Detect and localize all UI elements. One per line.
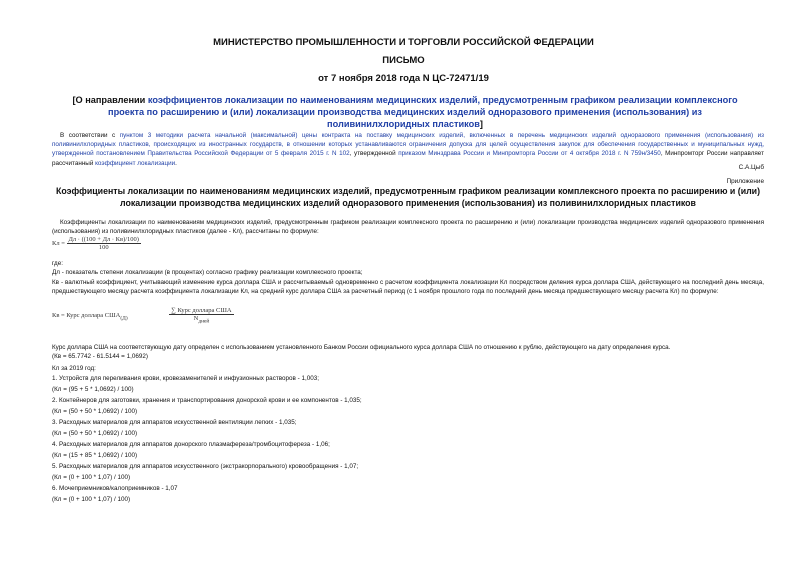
list-item-1-calc: (Кл = (95 + 5 * 1,0692) / 100) bbox=[52, 386, 134, 393]
formula-kl-lhs: Кл = bbox=[52, 239, 65, 247]
letter-date: от 7 ноября 2018 года N ЦС-72471/19 bbox=[318, 73, 489, 84]
formula-kl-fraction bbox=[67, 236, 141, 251]
methodology-link[interactable]: пунктом 3 методики расчета начальной (максимальной) цены контракта на поставку медицинских изделий, включенных в перечень медицинских изделий одноразового применения (использования) из поливинилхлоридных пластиков, происходящих из иностранных государств, в отношении которых устанавливаются ограничения допуска для целей осуществления закупок для обеспечения государственных и муниципальных нужд, утвержденной постановлением Правительства Российской Федерации от 5 февраля 2015 г. N 102 bbox=[52, 132, 764, 158]
subject-link[interactable]: коэффициентов локализации по наименованиям медицинских изделий, предусмотренным графиком реализации комплексного проекта по расширению и (или) локализации производства медицинских изделий одноразового применения (использования) из поливинилхлоридных пластиков bbox=[108, 95, 738, 129]
list-item-1: 1. Устройств для переливания крови, кровезаменителей и инфузионных растворов - 1,003; bbox=[52, 375, 319, 382]
formula-kl bbox=[52, 236, 141, 251]
kl-2019-heading: Кл за 2019 год: bbox=[52, 365, 96, 372]
intro-text-1: В соответствии с bbox=[60, 132, 120, 139]
order-link[interactable]: приказом Минздрава России и Минпромторга России от 4 октября 2018 г. N 759н/3450 bbox=[398, 150, 661, 158]
formula-kv-denominator bbox=[169, 315, 233, 324]
definition-dl: Дл - показатель степени локализации (в процентах) согласно графику реализации комплексного проекта; bbox=[52, 269, 363, 276]
ministry-heading: МИНИСТЕРСТВО ПРОМЫШЛЕННОСТИ И ТОРГОВЛИ РОССИЙСКОЙ ФЕДЕРАЦИИ bbox=[213, 37, 594, 48]
formula-kl-numerator: Дл · ((100 + Дл · Кв)/100) bbox=[68, 236, 139, 243]
letter-type: ПИСЬМО bbox=[382, 55, 425, 66]
formula-intro-paragraph: Коэффициенты локализации по наименованиям медицинских изделий, предусмотренным графиком реализации комплексного проекта по расширению и (или) локализации производства медицинских изделий одноразового применения (использования) из поливинилхлоридных пластиков (далее - Кл), рассчитаны по формуле: bbox=[52, 219, 764, 236]
formula-kl-denominator: 100 bbox=[98, 244, 109, 251]
list-item-5: 5. Расходных материалов для аппаратов искусственного (экстракорпорального) кровообращения - 1,07; bbox=[52, 463, 359, 470]
usd-rate-paragraph: Курс доллара США на соответствующую дату определен с использованием установленного Банком России официального курса доллара США по отношению к рублю, действующего на дату определения курса. bbox=[52, 344, 671, 351]
list-item-4-calc: (Кл = (15 + 85 * 1,0692) / 100) bbox=[52, 452, 138, 459]
list-item-6: 6. Мочеприемников/калоприемников - 1,07 bbox=[52, 485, 178, 492]
list-item-5-calc: (Кл = (0 + 100 * 1,07) / 100) bbox=[52, 474, 131, 481]
list-item-6-calc: (Кл = (0 + 100 * 1,07) / 100) bbox=[52, 496, 131, 503]
appendix-label: Приложение bbox=[726, 178, 764, 185]
kv-value: (Кв = 65.7742 - 61.5144 = 1,0692) bbox=[52, 353, 148, 360]
list-item-3-calc: (Кл = (50 + 50 * 1,0692) / 100) bbox=[52, 430, 138, 437]
subject-close: ] bbox=[479, 119, 483, 129]
definition-kv: Кв - валютный коэффициент, учитывающий изменение курса доллара США и рассчитываемый одновременно с расчетом коэффициента локализации Кл посредством деления курса доллара США, действующего на последний день месяца, предшествующего месяцу расчета коэффициента локализации Кл, на средний курс доллара США за расчетный период (с 1 ноября прошлого года по последний день месяца предшествующего месяцу расчета Кл) по формуле: bbox=[52, 279, 764, 296]
formula-kv-den-n: N bbox=[193, 315, 199, 322]
list-item-2-calc: (Кл = (50 + 50 * 1,0692) / 100) bbox=[52, 408, 138, 415]
where-label: где: bbox=[52, 260, 63, 267]
coefficient-link[interactable]: коэффициент локализации bbox=[95, 159, 176, 167]
formula-kv-lhs-sub: (Д) bbox=[120, 315, 128, 322]
list-item-4: 4. Расходных материалов для аппаратов донорского плазмафереза/тромбоцитофереза - 1,06; bbox=[52, 441, 330, 448]
signature: С.А.Цыб bbox=[738, 164, 764, 171]
intro-text-4: . bbox=[175, 159, 177, 167]
formula-kv bbox=[52, 307, 234, 324]
formula-kv-den-sub: дней bbox=[198, 318, 210, 325]
list-item-3: 3. Расходных материалов для аппаратов искусственной вентиляции легких - 1,035; bbox=[52, 419, 297, 426]
letter-subject bbox=[60, 94, 750, 130]
appendix-title: Коэффициенты локализации по наименованиям медицинских изделий, предусмотренным графиком реализации комплексного проекта по расширению и (или) локализации производства медицинских изделий одноразового применения (использования) из поливинилхлоридных пластиков bbox=[55, 186, 761, 208]
list-item-2: 2. Контейнеров для заготовки, хранения и транспортирования донорской крови и ее компонентов - 1,035; bbox=[52, 397, 362, 404]
formula-kv-lhs: Кв = Курс доллара США bbox=[52, 312, 121, 320]
formula-kv-numerator: ∑ Курс доллара США bbox=[171, 307, 232, 314]
intro-paragraph bbox=[52, 131, 764, 168]
subject-open: [О направлении bbox=[72, 95, 148, 105]
formula-kv-fraction bbox=[169, 307, 233, 324]
intro-text-2: , утвержденной bbox=[349, 150, 399, 158]
intro-text-3: , Минпромторг России направляет рассчитанный bbox=[52, 150, 764, 167]
